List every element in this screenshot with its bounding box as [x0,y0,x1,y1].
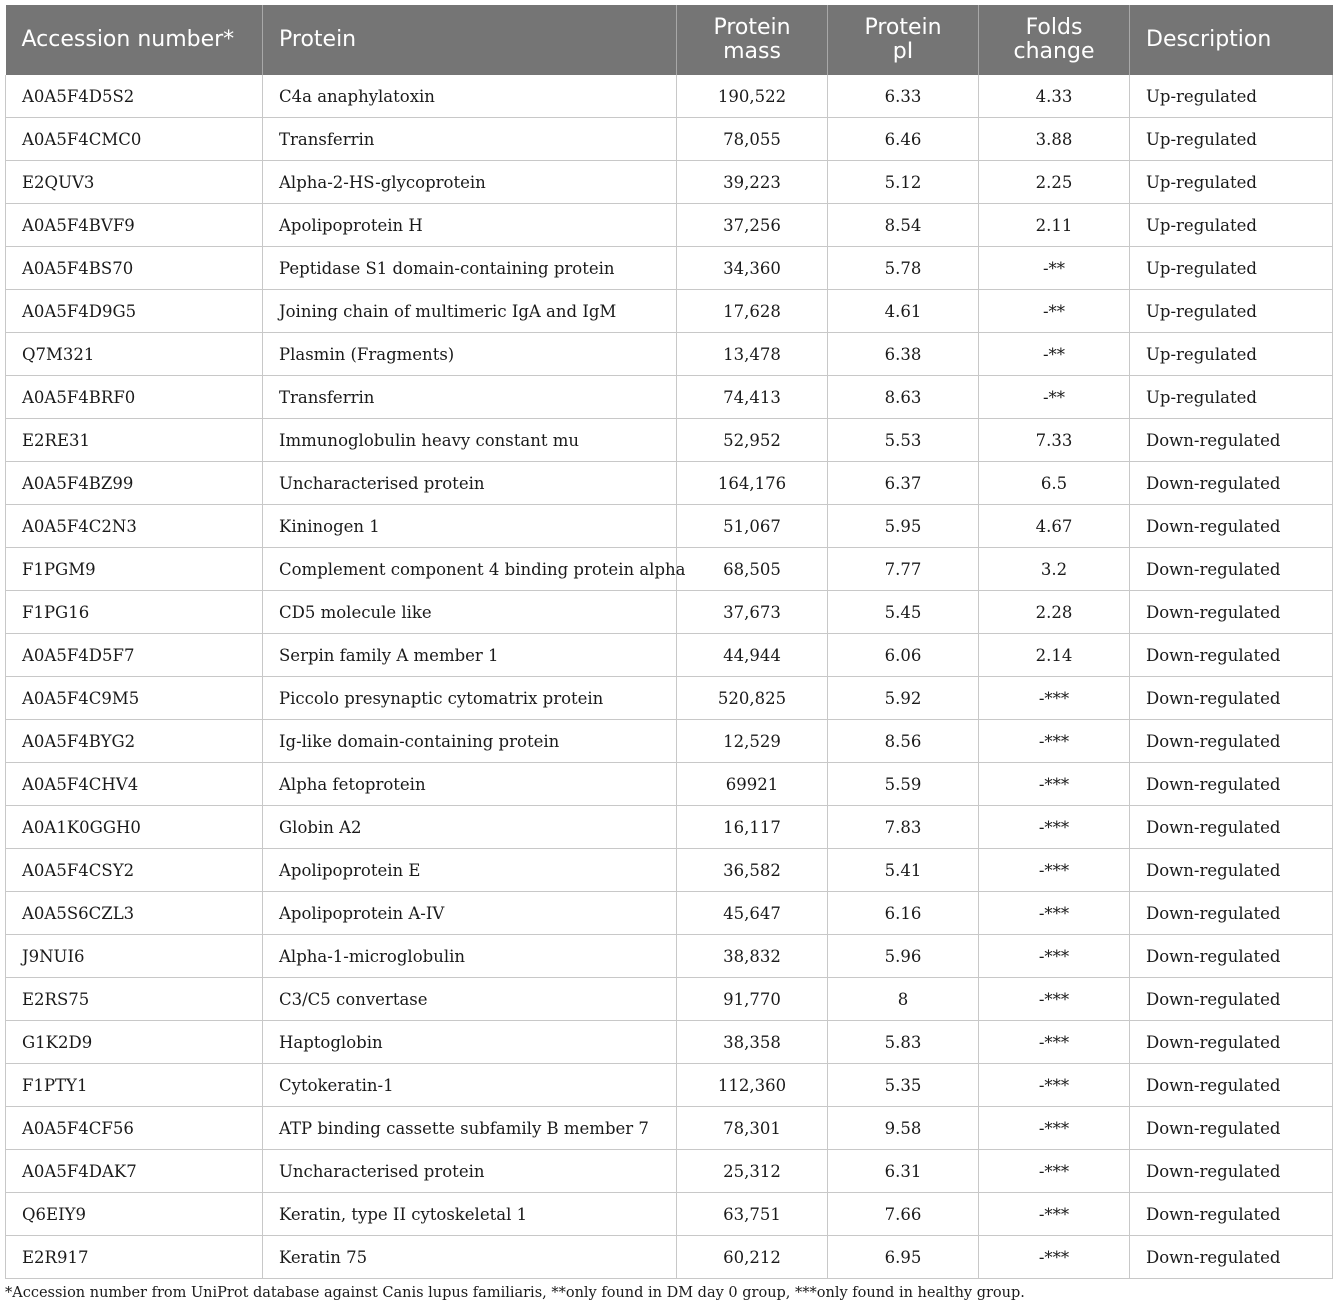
accession-cell: F1PGM9 [6,548,263,591]
description-cell: Down-regulated [1130,1193,1333,1236]
table-row [6,806,1333,849]
table-row [6,591,1333,634]
mass-cell: 69921 [677,763,828,806]
mass-cell: 52,952 [677,419,828,462]
table-row [6,1193,1333,1236]
pi-cell: 6.46 [828,118,979,161]
table-row [6,720,1333,763]
protein-cell: Immunoglobulin heavy constant mu [263,419,677,462]
description-cell: Down-regulated [1130,763,1333,806]
folds-change-cell: 6.5 [979,462,1130,505]
table-row [6,75,1333,118]
protein-cell: Apolipoprotein A-IV [263,892,677,935]
description-cell: Down-regulated [1130,677,1333,720]
protein-cell: ATP binding cassette subfamily B member 7 [263,1107,677,1150]
mass-cell: 39,223 [677,161,828,204]
mass-cell: 16,117 [677,806,828,849]
pi-cell: 9.58 [828,1107,979,1150]
accession-cell: A0A5F4BZ99 [6,462,263,505]
folds-change-cell: -*** [979,720,1130,763]
accession-cell: A0A5F4CMC0 [6,118,263,161]
mass-cell: 37,673 [677,591,828,634]
pi-cell: 8 [828,978,979,1021]
accession-cell: A0A5F4CF56 [6,1107,263,1150]
description-cell: Up-regulated [1130,75,1333,118]
protein-cell: Keratin, type II cytoskeletal 1 [263,1193,677,1236]
description-cell: Down-regulated [1130,978,1333,1021]
pi-cell: 6.16 [828,892,979,935]
folds-change-cell: -*** [979,849,1130,892]
table-row [6,505,1333,548]
table-row [6,161,1333,204]
description-cell: Up-regulated [1130,118,1333,161]
table-row [6,204,1333,247]
folds-change-cell: -** [979,333,1130,376]
protein-cell: Peptidase S1 domain-containing protein [263,247,677,290]
accession-cell: A0A5F4BS70 [6,247,263,290]
accession-cell: A0A5F4C2N3 [6,505,263,548]
description-cell: Down-regulated [1130,720,1333,763]
accession-cell: A0A5F4DAK7 [6,1150,263,1193]
folds-change-cell: 4.67 [979,505,1130,548]
pi-cell: 7.83 [828,806,979,849]
table-row [6,376,1333,419]
mass-cell: 34,360 [677,247,828,290]
accession-cell: A0A5F4CHV4 [6,763,263,806]
accession-cell: A0A5F4BRF0 [6,376,263,419]
mass-cell: 112,360 [677,1064,828,1107]
accession-cell: A0A1K0GGH0 [6,806,263,849]
protein-cell: Keratin 75 [263,1236,677,1279]
pi-cell: 5.78 [828,247,979,290]
mass-cell: 36,582 [677,849,828,892]
header-accession-number: Accession number* [6,5,263,75]
accession-cell: E2QUV3 [6,161,263,204]
pi-cell: 5.59 [828,763,979,806]
protein-cell: Kininogen 1 [263,505,677,548]
table-row [6,935,1333,978]
pi-cell: 6.95 [828,1236,979,1279]
table-body [6,75,1333,1279]
protein-cell: Uncharacterised protein [263,462,677,505]
description-cell: Down-regulated [1130,1150,1333,1193]
accession-cell: F1PG16 [6,591,263,634]
table-row [6,1064,1333,1107]
description-cell: Down-regulated [1130,1021,1333,1064]
table-row [6,1107,1333,1150]
folds-change-cell: -*** [979,1107,1130,1150]
folds-change-cell: -** [979,247,1130,290]
protein-table-container [5,5,1332,1279]
table-row [6,634,1333,677]
description-cell: Down-regulated [1130,419,1333,462]
accession-cell: E2R917 [6,1236,263,1279]
header-protein-pi: Protein pI [828,5,979,75]
protein-cell: Transferrin [263,376,677,419]
mass-cell: 60,212 [677,1236,828,1279]
protein-cell: Alpha-2-HS-glycoprotein [263,161,677,204]
description-cell: Down-regulated [1130,849,1333,892]
table-row [6,333,1333,376]
accession-cell: A0A5F4BVF9 [6,204,263,247]
mass-cell: 25,312 [677,1150,828,1193]
protein-cell: Serpin family A member 1 [263,634,677,677]
header-protein-mass: Protein mass [677,5,828,75]
folds-change-cell: 2.25 [979,161,1130,204]
mass-cell: 51,067 [677,505,828,548]
header-row [6,5,1333,75]
accession-cell: A0A5F4CSY2 [6,849,263,892]
mass-cell: 78,055 [677,118,828,161]
pi-cell: 5.96 [828,935,979,978]
pi-cell: 7.66 [828,1193,979,1236]
description-cell: Down-regulated [1130,1064,1333,1107]
pi-cell: 7.77 [828,548,979,591]
pi-cell: 5.92 [828,677,979,720]
pi-cell: 5.95 [828,505,979,548]
header-description: Description [1130,5,1333,75]
pi-cell: 6.37 [828,462,979,505]
accession-cell: Q6EIY9 [6,1193,263,1236]
folds-change-cell: -** [979,290,1130,333]
description-cell: Down-regulated [1130,806,1333,849]
description-cell: Down-regulated [1130,634,1333,677]
protein-cell: Ig-like domain-containing protein [263,720,677,763]
protein-cell: Joining chain of multimeric IgA and IgM [263,290,677,333]
accession-cell: A0A5F4C9M5 [6,677,263,720]
pi-cell: 8.63 [828,376,979,419]
accession-cell: A0A5F4D9G5 [6,290,263,333]
protein-cell: Alpha fetoprotein [263,763,677,806]
mass-cell: 38,832 [677,935,828,978]
table-row [6,892,1333,935]
table-row [6,677,1333,720]
protein-cell: Plasmin (Fragments) [263,333,677,376]
description-cell: Up-regulated [1130,333,1333,376]
pi-cell: 6.33 [828,75,979,118]
mass-cell: 37,256 [677,204,828,247]
table-row [6,548,1333,591]
mass-cell: 78,301 [677,1107,828,1150]
accession-cell: A0A5F4BYG2 [6,720,263,763]
folds-change-cell: 4.33 [979,75,1130,118]
folds-change-cell: 7.33 [979,419,1130,462]
mass-cell: 17,628 [677,290,828,333]
mass-cell: 164,176 [677,462,828,505]
table-row [6,763,1333,806]
table-header [6,5,1333,75]
folds-change-cell: -*** [979,1150,1130,1193]
mass-cell: 44,944 [677,634,828,677]
accession-cell: F1PTY1 [6,1064,263,1107]
description-cell: Up-regulated [1130,247,1333,290]
pi-cell: 5.53 [828,419,979,462]
folds-change-cell: -** [979,376,1130,419]
description-cell: Down-regulated [1130,462,1333,505]
table-row [6,849,1333,892]
protein-cell: C3/C5 convertase [263,978,677,1021]
mass-cell: 63,751 [677,1193,828,1236]
header-protein: Protein [263,5,677,75]
table-row [6,118,1333,161]
mass-cell: 45,647 [677,892,828,935]
table-row [6,419,1333,462]
description-cell: Down-regulated [1130,935,1333,978]
protein-cell: Piccolo presynaptic cytomatrix protein [263,677,677,720]
folds-change-cell: -*** [979,806,1130,849]
folds-change-cell: 2.28 [979,591,1130,634]
folds-change-cell: 2.11 [979,204,1130,247]
folds-change-cell: -*** [979,935,1130,978]
mass-cell: 12,529 [677,720,828,763]
description-cell: Down-regulated [1130,892,1333,935]
pi-cell: 5.83 [828,1021,979,1064]
description-cell: Down-regulated [1130,505,1333,548]
pi-cell: 6.38 [828,333,979,376]
protein-cell: Uncharacterised protein [263,1150,677,1193]
folds-change-cell: -*** [979,677,1130,720]
pi-cell: 8.56 [828,720,979,763]
accession-cell: Q7M321 [6,333,263,376]
accession-cell: E2RE31 [6,419,263,462]
pi-cell: 5.35 [828,1064,979,1107]
folds-change-cell: 2.14 [979,634,1130,677]
pi-cell: 5.41 [828,849,979,892]
protein-cell: Haptoglobin [263,1021,677,1064]
description-cell: Down-regulated [1130,591,1333,634]
mass-cell: 74,413 [677,376,828,419]
table-row [6,978,1333,1021]
protein-cell: Alpha-1-microglobulin [263,935,677,978]
pi-cell: 6.06 [828,634,979,677]
accession-cell: G1K2D9 [6,1021,263,1064]
mass-cell: 520,825 [677,677,828,720]
folds-change-cell: -*** [979,1236,1130,1279]
pi-cell: 5.45 [828,591,979,634]
protein-table [5,5,1333,1279]
table-row [6,290,1333,333]
protein-cell: CD5 molecule like [263,591,677,634]
description-cell: Up-regulated [1130,376,1333,419]
folds-change-cell: -*** [979,978,1130,1021]
folds-change-cell: -*** [979,892,1130,935]
mass-cell: 68,505 [677,548,828,591]
mass-cell: 91,770 [677,978,828,1021]
protein-cell: Cytokeratin-1 [263,1064,677,1107]
protein-cell: Complement component 4 binding protein alpha [263,548,677,591]
description-cell: Up-regulated [1130,204,1333,247]
folds-change-cell: -*** [979,1064,1130,1107]
accession-cell: A0A5F4D5F7 [6,634,263,677]
description-cell: Down-regulated [1130,548,1333,591]
folds-change-cell: 3.2 [979,548,1130,591]
accession-cell: A0A5S6CZL3 [6,892,263,935]
pi-cell: 8.54 [828,204,979,247]
mass-cell: 190,522 [677,75,828,118]
protein-cell: Apolipoprotein E [263,849,677,892]
folds-change-cell: -*** [979,763,1130,806]
pi-cell: 6.31 [828,1150,979,1193]
folds-change-cell: -*** [979,1021,1130,1064]
table-row [6,1021,1333,1064]
mass-cell: 38,358 [677,1021,828,1064]
description-cell: Down-regulated [1130,1107,1333,1150]
table-row [6,1236,1333,1279]
pi-cell: 4.61 [828,290,979,333]
description-cell: Up-regulated [1130,161,1333,204]
protein-cell: Globin A2 [263,806,677,849]
table-footnote: *Accession number from UniProt database against Canis lupus familiaris, **only found in DM day 0 group, ***only found in healthy group. [5,1285,1025,1301]
pi-cell: 5.12 [828,161,979,204]
header-folds-change: Folds change [979,5,1130,75]
table-row [6,1150,1333,1193]
accession-cell: E2RS75 [6,978,263,1021]
protein-cell: Apolipoprotein H [263,204,677,247]
table-row [6,247,1333,290]
table-row [6,462,1333,505]
mass-cell: 13,478 [677,333,828,376]
description-cell: Down-regulated [1130,1236,1333,1279]
protein-cell: Transferrin [263,118,677,161]
folds-change-cell: 3.88 [979,118,1130,161]
folds-change-cell: -*** [979,1193,1130,1236]
accession-cell: A0A5F4D5S2 [6,75,263,118]
protein-cell: C4a anaphylatoxin [263,75,677,118]
description-cell: Up-regulated [1130,290,1333,333]
accession-cell: J9NUI6 [6,935,263,978]
